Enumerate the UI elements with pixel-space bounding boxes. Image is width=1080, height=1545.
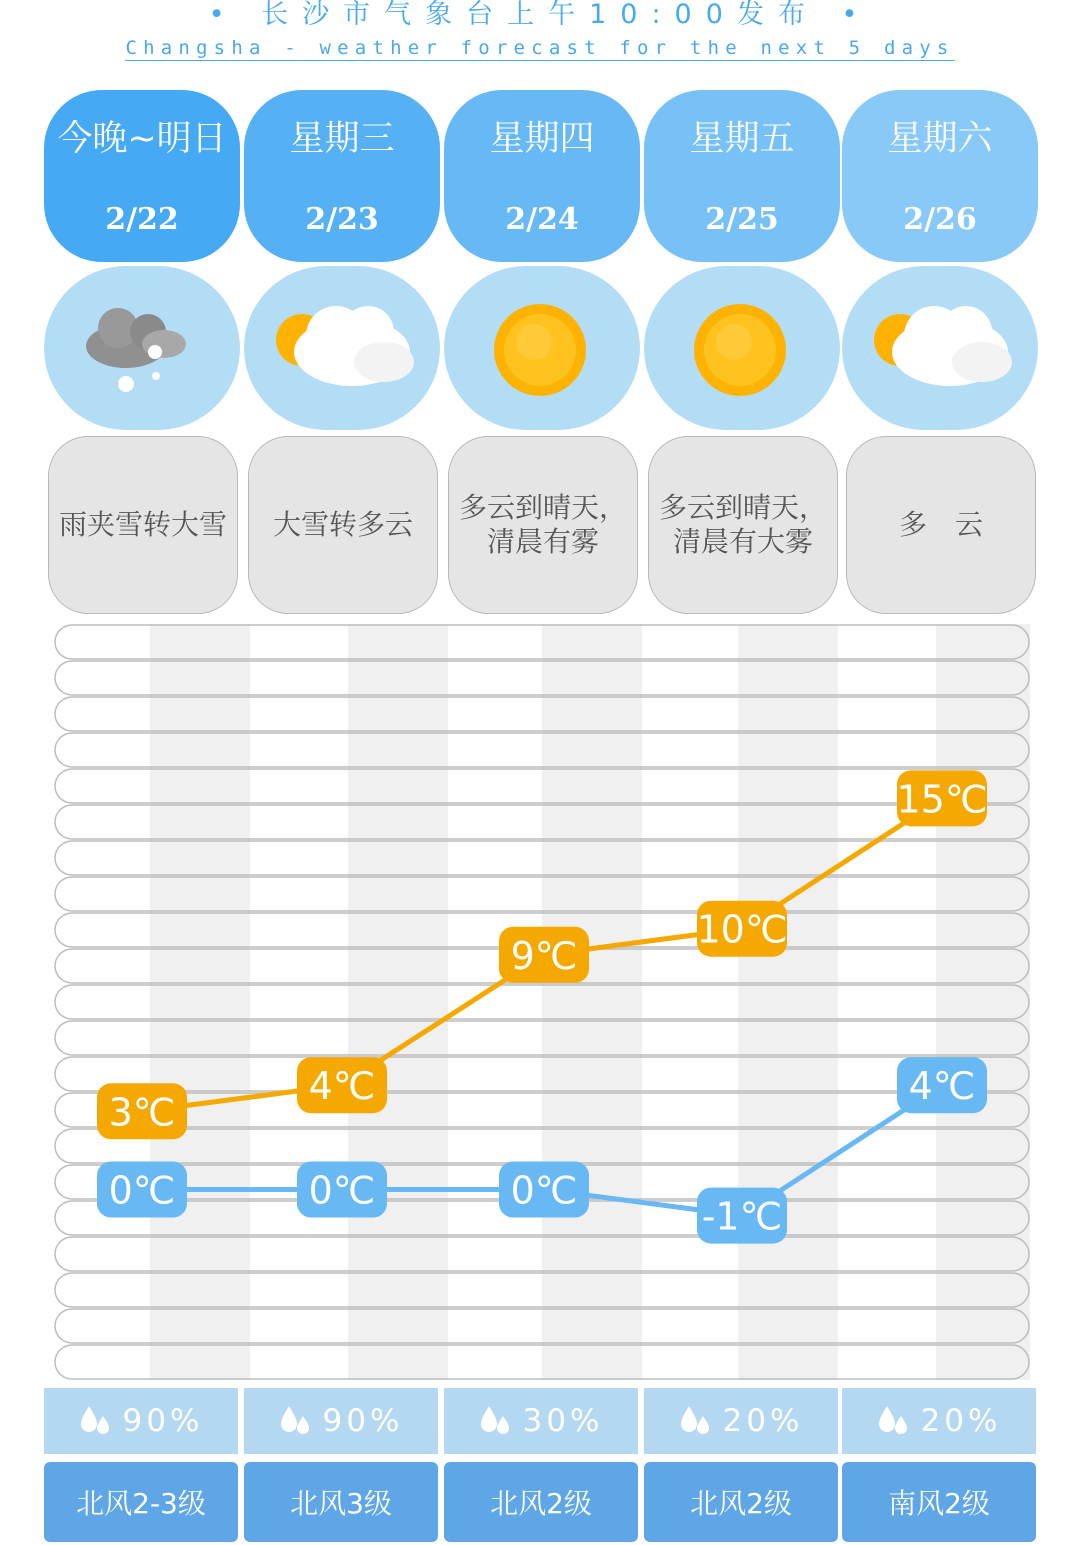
precipitation-box <box>244 1388 438 1454</box>
precipitation-box <box>842 1388 1036 1454</box>
header-title: • 长沙市气象台上午10:00发布 • <box>208 0 872 30</box>
raindrop-icon <box>679 1404 715 1438</box>
chart-column-stripe <box>542 624 642 1380</box>
weather-description <box>448 436 638 614</box>
day-name: 今晚~明日 <box>57 119 227 159</box>
wind-value: 北风2级 <box>690 1487 792 1520</box>
weather-icon-bubble <box>644 266 840 430</box>
weather-description <box>648 436 838 614</box>
low-temperature-point <box>297 1162 387 1218</box>
high-temperature-point <box>297 1057 387 1113</box>
low-temperature-point <box>97 1162 187 1218</box>
weather-description-text: 雨夹雪转大雪 <box>59 508 228 541</box>
low-temperature-label: 0℃ <box>308 1168 376 1213</box>
high-temperature-point <box>97 1083 187 1139</box>
weather-description <box>48 436 238 614</box>
raindrop-icon <box>79 1404 115 1438</box>
day-date: 2/22 <box>105 202 179 237</box>
precipitation-box <box>644 1388 838 1454</box>
low-temperature-label: -1℃ <box>701 1194 783 1239</box>
precipitation-value: 90% <box>322 1403 404 1439</box>
precipitation-value: 90% <box>122 1403 204 1439</box>
weather-icon-bubble <box>44 266 240 430</box>
low-temperature-label: 0℃ <box>108 1168 176 1213</box>
high-temperature-label: 10℃ <box>696 907 788 952</box>
weather-description-text: 大雪转多云 <box>272 508 413 541</box>
day-card <box>644 90 840 262</box>
header-subtitle <box>0 36 1080 60</box>
day-name: 星期三 <box>289 119 395 159</box>
weather-description <box>846 436 1036 614</box>
high-temperature-label: 3℃ <box>108 1090 176 1135</box>
day-date: 2/23 <box>305 202 379 237</box>
precipitation-value: 20% <box>722 1403 804 1439</box>
raindrop-icon <box>279 1404 315 1438</box>
day-date: 2/24 <box>505 202 579 237</box>
header <box>0 0 1080 70</box>
day-name: 星期四 <box>489 119 595 159</box>
high-temperature-point <box>499 927 589 983</box>
high-temperature-label: 15℃ <box>896 777 988 822</box>
precipitation-value: 30% <box>522 1403 604 1439</box>
wind-value: 南风2级 <box>888 1487 990 1520</box>
chart-column-stripe <box>348 624 448 1380</box>
chart-column-stripe <box>150 624 250 1380</box>
day-date: 2/25 <box>705 202 779 237</box>
day-card <box>444 90 640 262</box>
temperature-chart <box>54 624 1030 1380</box>
day-name: 星期六 <box>887 119 993 159</box>
chart-column-stripe <box>936 624 1030 1380</box>
low-temperature-point <box>499 1162 589 1218</box>
high-temperature-label: 4℃ <box>308 1064 376 1109</box>
day-card <box>842 90 1038 262</box>
wind-box <box>444 1462 638 1542</box>
day-date: 2/26 <box>903 202 977 237</box>
day-card <box>244 90 440 262</box>
weather-description <box>248 436 438 614</box>
weather-description-text: 多云到晴天，清晨有雾 <box>459 491 628 558</box>
wind-value: 北风2级 <box>490 1487 592 1520</box>
weather-icon-bubble <box>244 266 440 430</box>
chart-column-stripe <box>738 624 838 1380</box>
low-temperature-label: 0℃ <box>510 1168 578 1213</box>
weather-icon-bubble <box>444 266 640 430</box>
weather-icon-bubble <box>842 266 1038 430</box>
high-temperature-point <box>896 770 987 826</box>
weather-description-text: 多云到晴天，清晨有大雾 <box>659 491 828 558</box>
precipitation-box <box>444 1388 638 1454</box>
day-card <box>44 90 240 262</box>
precipitation-value: 20% <box>920 1403 1002 1439</box>
day-name: 星期五 <box>689 119 795 159</box>
temperature-chart-svg <box>54 624 1030 1380</box>
low-temperature-point <box>897 1057 987 1113</box>
raindrop-icon <box>877 1404 913 1438</box>
raindrop-icon <box>479 1404 515 1438</box>
high-temperature-label: 9℃ <box>510 933 578 978</box>
wind-box <box>44 1462 238 1542</box>
wind-box <box>842 1462 1036 1542</box>
wind-value: 北风2-3级 <box>76 1487 206 1520</box>
low-temperature-point <box>697 1188 787 1244</box>
wind-box <box>244 1462 438 1542</box>
wind-value: 北风3级 <box>290 1487 392 1520</box>
low-temperature-label: 4℃ <box>908 1064 976 1109</box>
weather-description-text: 多 云 <box>898 508 983 541</box>
wind-box <box>644 1462 838 1542</box>
high-temperature-point <box>696 901 787 957</box>
precipitation-box <box>44 1388 238 1454</box>
header-subtitle-text: Changsha - weather forecast for the next 5 days <box>125 37 955 59</box>
